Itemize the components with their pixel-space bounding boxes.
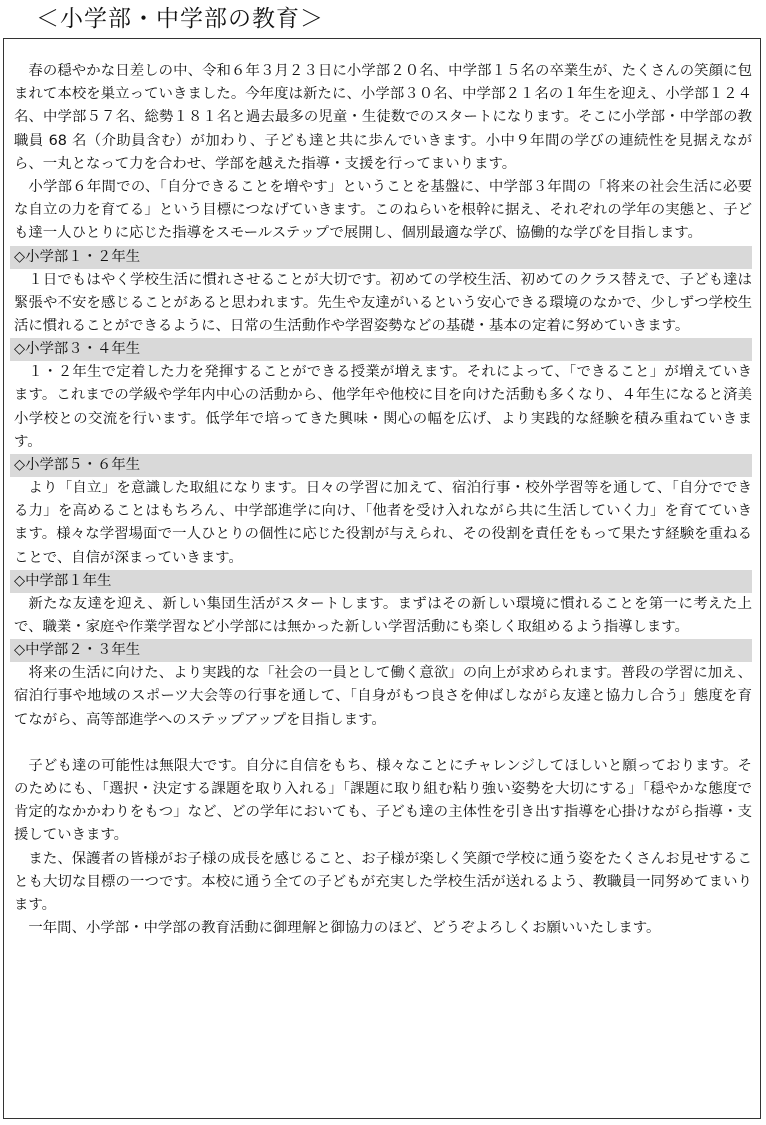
intro-paragraph-1: 春の穏やかな日差しの中、令和６年３月２３日に小学部２０名、中学部１５名の卒業生が、たくさんの笑顔に包まれて本校を巣立っていきました。今年度は新たに、小学部３０名、中学部２１名の１年生を迎え、小学部１２４名、中学部５７名、総勢１８１名と過去最多の児童・生徒数でのスタートになります。そこに小学部・中学部の教職員 68 名（介助員含む）が加わり、子ども達と共に歩んでいきます。小中９年間の学びの連続性を見据えながら、一丸となって力を合わせ、学部を越えた指導・支援を行ってまいります。: [14, 63, 752, 172]
closing-paragraph-3: 一年間、小学部・中学部の教育活動に御理解と御協力のほど、どうぞよろしくお願いいたします。: [28, 920, 661, 937]
section-heading-elementary-5-6: ◇小学部５・６年生: [10, 454, 752, 477]
page-title: ＜小学部・中学部の教育＞: [36, 6, 324, 32]
section-heading-junior-1: ◇中学部１年生: [10, 570, 752, 593]
section-body-junior-1: 新たな友達を迎え、新しい集団生活がスタートします。まずはその新しい環境に慣れることを第一に考えた上で、職業・家庭や作業学習など小学部には無かった新しい学習活動にも楽しく取組めるよう指導します。: [14, 595, 752, 636]
section-body-elementary-1-2: １日でもはやく学校生活に慣れさせることが大切です。初めての学校生活、初めてのクラス替えで、子ども達は緊張や不安を感じることがあると思われます。先生や友達がいるという安心できる環境のなかで、少しずつ学校生活に慣れることができるように、日常の生活動作や学習姿勢などの基礎・基本の定着に努めていきます。: [14, 271, 752, 335]
section-body-elementary-3-4: １・２年生で定着した力を発揮することができる授業が増えます。それによって、「できること」が増えていきます。これまでの学級や学年内中心の活動から、他学年や他校に目を向けた活動も多くなり、４年生になると済美小学校との交流を行います。低学年で培ってきた興味・関心の幅を広げ、より実践的な経験を積み重ねていきます。: [14, 364, 752, 450]
section-body-junior-2-3: 将来の生活に向けた、より実践的な「社会の一員として働く意欲」の向上が求められます。普段の学習に加え、宿泊行事や地域のスポーツ大会等の行事を通して、「自身がもつ良さを伸ばしながら友達と協力し合う」態度を育てながら、高等部進学へのステップアップを目指します。: [14, 665, 752, 728]
section-heading-elementary-1-2: ◇小学部１・２年生: [10, 246, 752, 269]
section-heading-junior-2-3: ◇中学部２・３年生: [10, 639, 752, 662]
closing-paragraph-1: 子ども達の可能性は無限大です。自分に自信をもち、様々なことにチャレンジしてほしいと願っております。そのためにも、「選択・決定する課題を取り入れる」「課題に取り組む粘り強い姿勢を大切にする」「穏やかな態度で肯定的なかかわりをもつ」など、どの学年においても、子ども達の主体性を引き出す指導を心掛けながら指導・支援していきます。: [14, 757, 752, 844]
intro-paragraph-2: 小学部６年間での、「自分できることを増やす」ということを基盤に、中学部３年間の「将来の社会生活に必要な自立の力を育てる」という目標につなげていきます。このねらいを根幹に据え、それぞれの学年の実態と、子ども達一人ひとりに応じた指導をスモールステップで展開し、個別最適な学び、協働的な学びを目指します。: [14, 179, 752, 242]
closing-paragraph-2: また、保護者の皆様がお子様の成長を感じること、お子様が楽しく笑顔で学校に通う姿をたくさんお見せすることも大切な目標の一つです。本校に通う全ての子どもが充実した学校生活が送れるよう、教職員一同努めてまいります。: [14, 850, 752, 914]
paragraph-gap: [14, 732, 752, 755]
article-body: [14, 60, 752, 941]
section-body-elementary-5-6: より「自立」を意識した取組になります。日々の学習に加えて、宿泊行事・校外学習等を通して、「自分でできる力」を高めることはもちろん、中学部進学に向け、「他者を受け入れながら共に生活していく力」を育てていきます。様々な学習場面で一人ひとりの個性に応じた役割が与えられ、その役割を責任をもって果たす経験を重ねることで、自信が深まっていきます。: [14, 480, 752, 566]
section-heading-elementary-3-4: ◇小学部３・４年生: [10, 338, 752, 361]
